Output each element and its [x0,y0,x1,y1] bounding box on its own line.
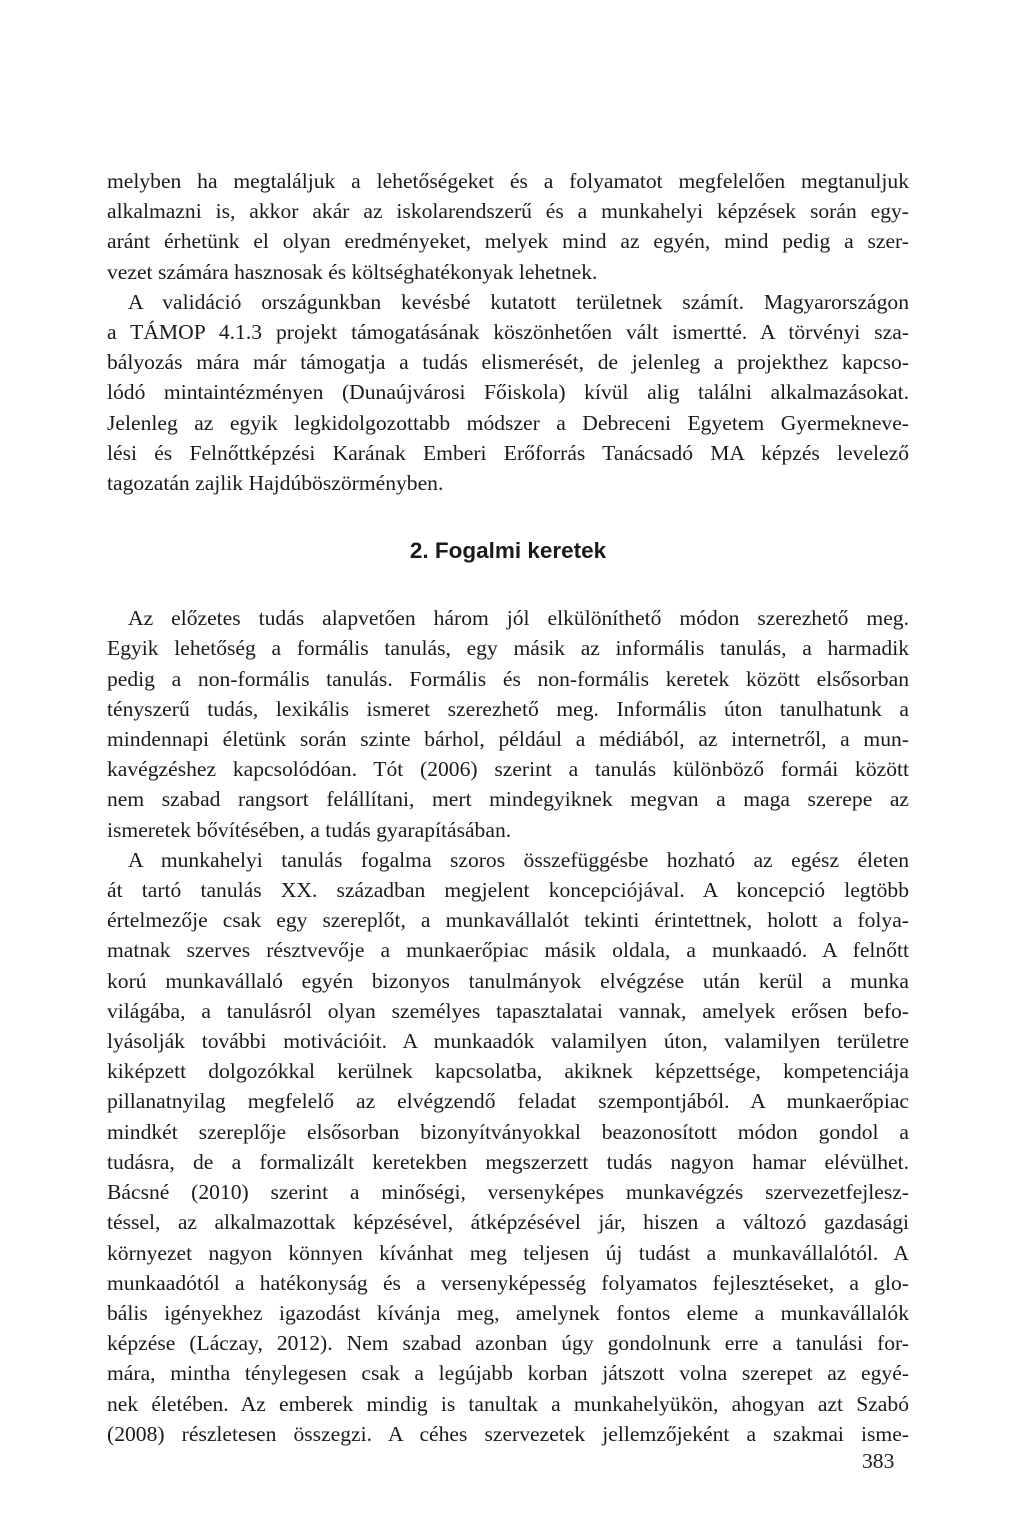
text-line: vezet számára hasznosak és költséghatékonyak lehetnek. [107,259,598,284]
text-line: alkalmazni is, akkor akár az iskolarendszerű és a munkahelyi képzések során egy- [107,199,909,224]
text-line: Az előzetes tudás alapvetően három jól elkülöníthető módon szerezhető meg. [128,606,909,631]
text-line: (2008) részletesen összegzi. A céhes szervezetek jellemzőjeként a szakmai isme- [107,1421,909,1446]
page-number: 383 [862,1449,895,1473]
text-line: lódó mintaintézményen (Dunaújvárosi Főiskola) kívül alig találni alkalmazásokat. [107,380,909,405]
text-line: környezet nagyon könnyen kívánhat meg teljesen új tudást a munkavállalótól. A [107,1240,909,1265]
text-section-intro [107,166,909,498]
paragraph [107,603,909,845]
text-line: Egyik lehetőség a formális tanulás, egy másik az informális tanulás, a harmadik [107,636,909,661]
text-line: kavégzéshez kapcsolódóan. Tót (2006) szerint a tanulás különböző formái között [107,757,909,782]
text-section-concepts [107,603,909,1449]
text-line: mára, mintha ténylegesen csak a legújabb korban játszott volna szerepet az egyé- [107,1361,909,1386]
text-line: tagozatán zajlik Hajdúböszörményben. [107,471,444,496]
text-line: téssel, az alkalmazottak képzésével, átképzésével jár, hiszen a változó gazdasági [107,1210,909,1235]
text-line: mindkét szereplője elsősorban bizonyítványokkal beazonosított módon gondol a [107,1119,909,1144]
text-line: ismeretek bővítésében, a tudás gyarapításában. [107,817,512,842]
page-body [107,166,909,1449]
paragraph [107,166,909,287]
text-line: lési és Felnőttképzési Karának Emberi Erőforrás Tanácsadó MA képzés levelező [107,440,909,465]
text-line: tudásra, de a formalizált keretekben megszerzett tudás nagyon hamar elévülhet. [107,1149,909,1174]
text-line: melyben ha megtaláljuk a lehetőségeket és a folyamatot megfelelően megtanuljuk [107,169,909,193]
section-heading: 2. Fogalmi keretek [409,538,607,564]
text-line: munkaadótól a hatékonyság és a versenyképesség folyamatos fejlesztéseket, a glo- [107,1270,909,1295]
text-line: kiképzett dolgozókkal kerülnek kapcsolatba, akiknek képzettsége, kompetenciája [107,1059,909,1084]
text-line: aránt érhetünk el olyan eredményeket, melyek mind az egyén, mind pedig a szer- [107,229,909,254]
text-line: a TÁMOP 4.1.3 projekt támogatásának köszönhetően vált ismertté. A törvényi sza- [107,320,909,345]
text-line: korú munkavállaló egyén bizonyos tanulmányok elvégzése után kerül a munka [107,968,909,993]
text-line: nem szabad rangsort felállítani, mert mindegyiknek megvan a maga szerepe az [107,787,909,812]
text-line: értelmezője csak egy szereplőt, a munkavállalót tekinti érintettnek, holott a folya- [107,908,909,933]
text-line: A munkahelyi tanulás fogalma szoros összefüggésbe hozható az egész életen [128,847,909,872]
text-line: át tartó tanulás XX. században megjelent koncepciójával. A koncepció legtöbb [107,878,909,903]
text-line: világába, a tanulásról olyan személyes tapasztalatai vannak, amelyek erősen befo- [107,998,909,1023]
text-line: pillanatnyilag megfelelő az elvégzendő feladat szempontjából. A munkaerőpiac [107,1089,909,1114]
text-line: tényszerű tudás, lexikális ismeret szerezhető meg. Informális úton tanulhatunk a [107,696,909,721]
text-line: mindennapi életünk során szinte bárhol, például a médiából, az internetről, a mun- [107,727,909,752]
text-line: Jelenleg az egyik legkidolgozottabb módszer a Debreceni Egyetem Gyermekneve- [107,410,909,435]
text-line: nek életében. Az emberek mindig is tanultak a munkahelyükön, ahogyan azt Szabó [107,1391,909,1416]
text-line: bályozás mára már támogatja a tudás elismerését, de jelenleg a projekthez kapcso- [107,350,909,375]
text-line: képzése (Láczay, 2012). Nem szabad azonban úgy gondolnunk erre a tanulási for- [107,1331,909,1356]
text-line: matnak szerves résztvevője a munkaerőpiac másik oldala, a munkaadó. A felnőtt [107,938,909,963]
text-line: lyásolják további motivációit. A munkaadók valamilyen úton, valamilyen területre [107,1029,909,1054]
paragraph [107,845,909,1449]
text-line: bális igényekhez igazodást kívánja meg, amelynek fontos eleme a munkavállalók [107,1300,909,1325]
paragraph [107,287,909,498]
text-line: Bácsné (2010) szerint a minőségi, versenyképes munkavégzés szervezetfejlesz- [107,1180,909,1205]
text-line: A validáció országunkban kevésbé kutatott területnek számít. Magyarországon [128,289,909,314]
text-line: pedig a non-formális tanulás. Formális és non-formális keretek között elsősorban [107,666,909,691]
